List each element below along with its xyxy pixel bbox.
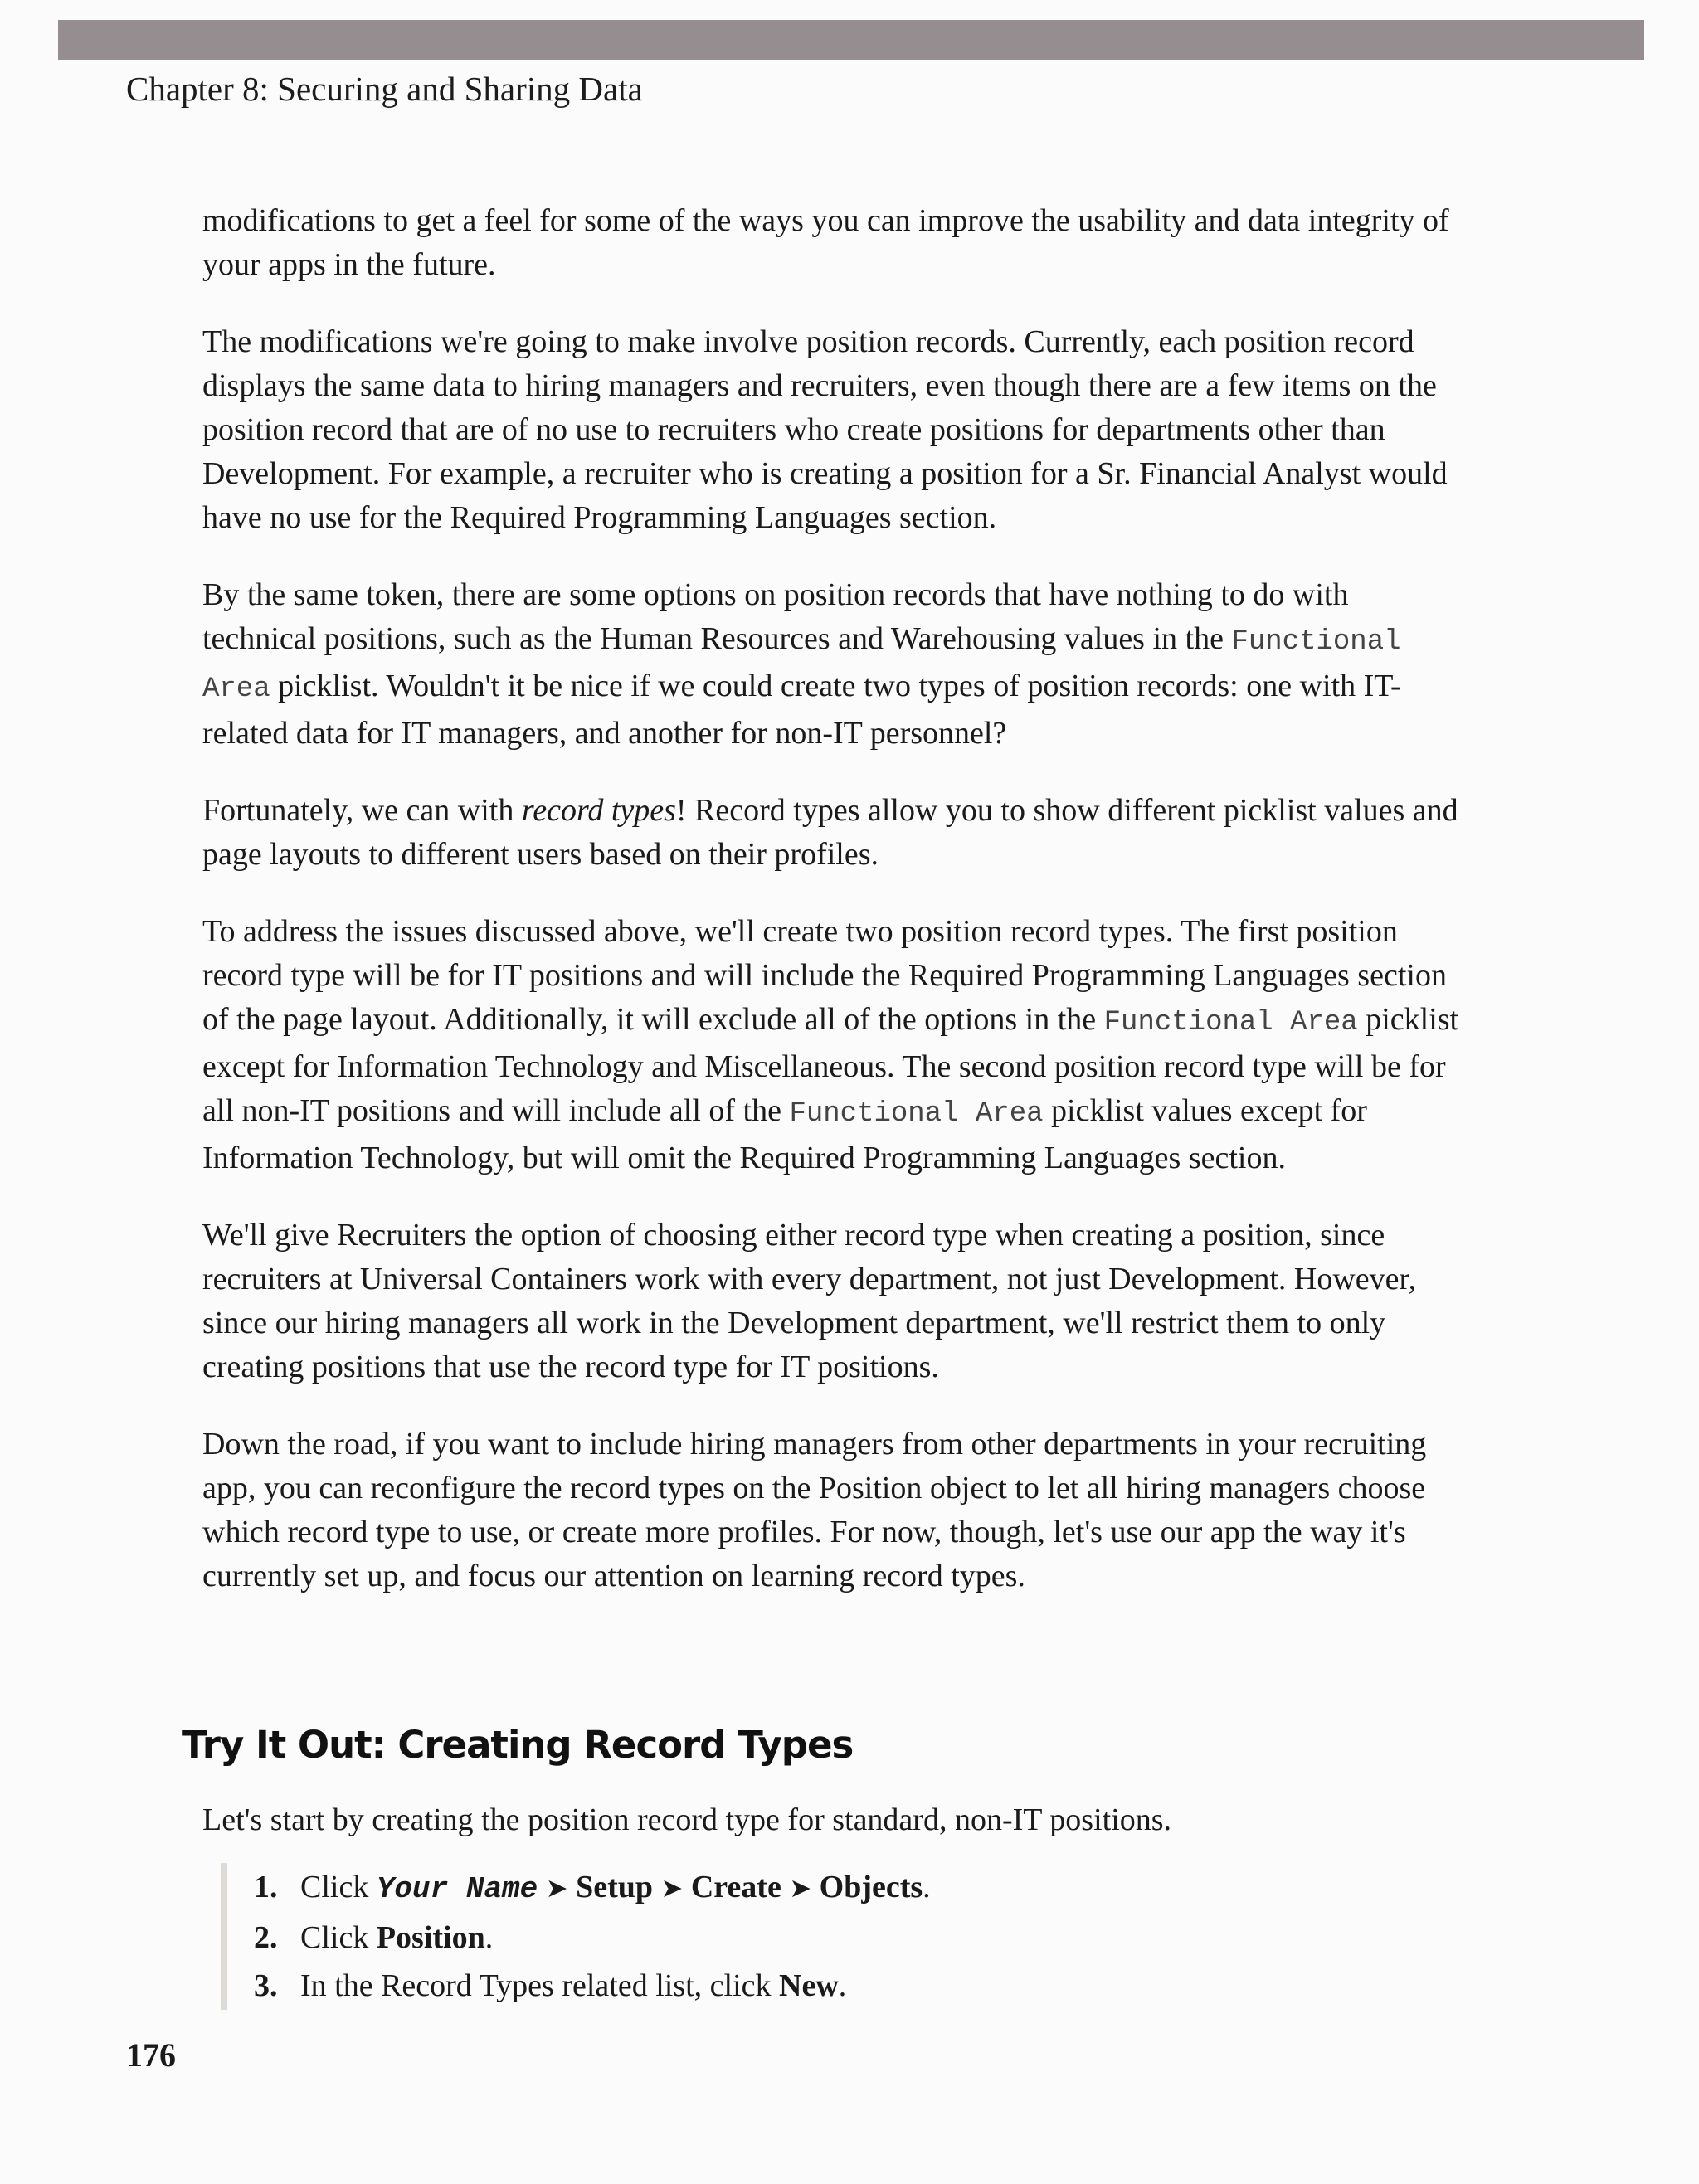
paragraph: We'll give Recruiters the option of choosing either record type when creating a position, since recruiters at Universal Containers work with every department, not just Development. However, since our hiring managers all work in the Development department, we'll restrict them to only creating positions that use the record type for IT positions.	[202, 1218, 1417, 1384]
step-end: .	[923, 1870, 931, 1904]
paragraph	[202, 573, 1463, 756]
text-run: By the same token, there are some options on position records that have nothing to do with technical positions, such as the Human Resources and Warehousing values in the	[202, 577, 1349, 656]
header-bar	[58, 20, 1644, 60]
step-end: .	[484, 1920, 494, 1955]
text-run: picklist. Wouldn't it be nice if we could create two types of position records: one with IT-related data for IT managers, and another for non-IT personnel?	[202, 669, 1401, 751]
position-term: Position	[376, 1920, 485, 1955]
step-text: Click	[300, 1920, 377, 1955]
list-item	[254, 1962, 931, 2010]
list-item	[254, 1863, 931, 1914]
list-item	[254, 1914, 931, 1962]
paragraph: Down the road, if you want to include hiring managers from other departments in your recruiting app, you can reconfigure the record types on the Position object to let all hiring managers choose which record type to use, or create more profiles. For now, though, let's use our app the way it's currently set up, and focus our attention on learning record types.	[202, 1427, 1427, 1593]
arrow-right-icon: ➤	[660, 1872, 684, 1904]
page-number: 176	[126, 2036, 176, 2074]
code-term: Functional Area	[789, 1098, 1044, 1130]
text-run: Fortunately, we can with	[202, 793, 522, 828]
section-intro: Let's start by creating the position record type for standard, non-IT positions.	[202, 1802, 1172, 1837]
paragraph: modifications to get a feel for some of the ways you can improve the usability and data integrity of your apps in the future.	[202, 203, 1449, 282]
text-run: To address the issues discussed above, we'll create two position record types. The first position record type will be for IT positions and will include the Required Programming Languages section of the page layout. Additionally, it will exclude all of the options in the	[202, 914, 1447, 1037]
step-number: 1.	[254, 1870, 278, 1904]
step-end: .	[838, 1968, 847, 2003]
step-number: 3.	[254, 1968, 278, 2003]
code-term: Functional Area	[1103, 1007, 1358, 1038]
text-run: picklist except for Information Technology and Miscellaneous. The second position record type will be for all non-IT positions and will include all of the	[202, 1002, 1459, 1128]
step-text: Click	[300, 1870, 377, 1904]
code-term: Functional Area	[202, 626, 1401, 705]
paragraph	[202, 910, 1463, 1180]
arrow-right-icon: ➤	[545, 1872, 568, 1904]
menu-path-create: Create	[690, 1870, 781, 1904]
menu-path-objects: Objects	[819, 1870, 923, 1904]
text-run: ! Record types allow you to show different picklist values and page layouts to different users based on their profiles.	[202, 793, 1458, 872]
menu-path-setup: Setup	[576, 1870, 653, 1904]
new-term: New	[779, 1968, 839, 2003]
step-text: In the Record Types related list, click	[300, 1968, 780, 2003]
step-number: 2.	[254, 1920, 278, 1955]
arrow-right-icon: ➤	[789, 1872, 812, 1904]
section-heading: Try It Out: Creating Record Types	[182, 1723, 854, 1767]
paragraph	[202, 789, 1463, 877]
emphasis-term: record types	[521, 793, 676, 828]
body-text	[202, 199, 1463, 1632]
steps-list	[221, 1863, 931, 2010]
paragraph: The modifications we're going to make involve position records. Currently, each position record displays the same data to hiring managers and recruiters, even though there are a few items on the position record that are of no use to recruiters who create positions for departments other than Development. For example, a recruiter who is creating a position for a Sr. Financial Analyst would have no use for the Required Programming Languages section.	[202, 324, 1448, 535]
your-name-term: Your Name	[376, 1872, 538, 1906]
running-header: Chapter 8: Securing and Sharing Data	[126, 70, 643, 108]
text-run: picklist values except for Information Technology, but will omit the Required Programming Languages section.	[202, 1093, 1367, 1175]
